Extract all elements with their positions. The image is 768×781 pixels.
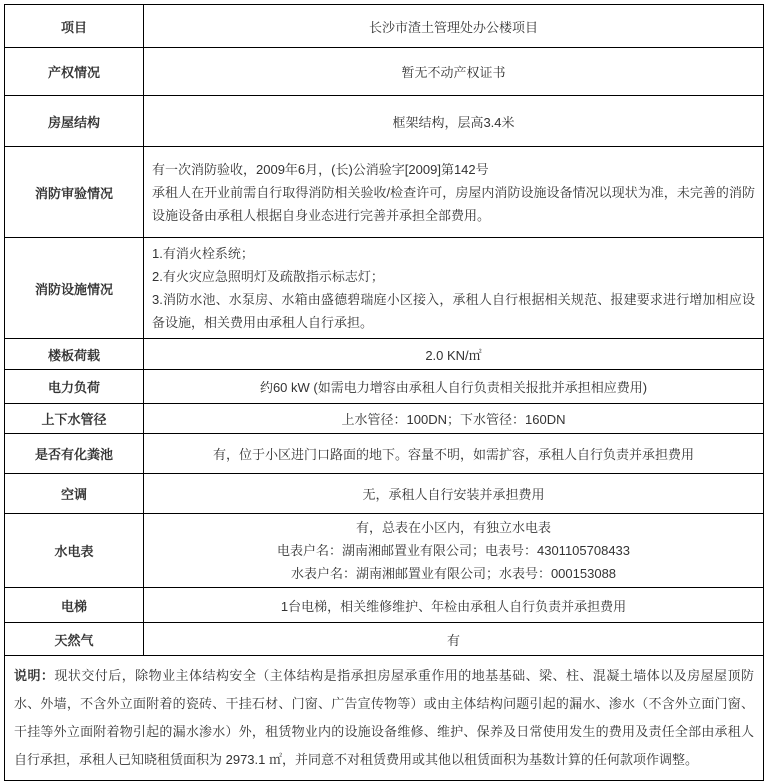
- meter-line: 电表户名：湖南湘邮置业有限公司；电表号：4301105708433: [276, 543, 631, 558]
- row-label: 房屋结构: [5, 96, 144, 147]
- fire-inspection-line: 承租人在开业前需自行取得消防相关验收/检查许可，房屋内消防设施设备情况以现状为准，未完善的消防设施设备由承租人根据自身业态进行完善并承担全部费用。: [152, 184, 755, 223]
- row-fire-facilities: [5, 238, 764, 339]
- row-value: 无，承租人自行安装并承担费用: [144, 474, 764, 514]
- row-value: 暂无不动产权证书: [144, 48, 764, 96]
- row-label: 楼板荷载: [5, 339, 144, 370]
- row-air-conditioning: [5, 474, 764, 514]
- row-label: 是否有化粪池: [5, 434, 144, 474]
- row-property-rights: [5, 48, 764, 96]
- row-value: 框架结构，层高3.4米: [144, 96, 764, 147]
- property-info-table: [4, 4, 764, 781]
- row-value: [144, 238, 764, 339]
- row-water-pipe-diameter: [5, 404, 764, 434]
- row-value: 有: [144, 623, 764, 656]
- row-value: 有，位于小区进门口路面的地下。容量不明，如需扩容，承租人自行负责并承担费用: [144, 434, 764, 474]
- row-label: 水电表: [5, 514, 144, 588]
- row-building-structure: [5, 96, 764, 147]
- note-text: 现状交付后，除物业主体结构安全（主体结构是指承担房屋承重作用的地基基础、梁、柱、混凝土墙体以及房屋屋顶防水、外墙，不含外立面附着的瓷砖、干挂石材、门窗、广告宣传物等）或由主体结构问题引起的漏水、渗水（不含外立面门窗、干挂等外立面附着物引起的漏水渗水）外，租赁物业内的设施设备维修、维护、保养及日常使用发生的费用及责任全部由承租人自行承担，承租人已知晓租赁面积为 2973.1 ㎡，并同意不对租赁费用或其他以租赁面积为基数计算的任何款项作调整。: [14, 668, 754, 767]
- fire-facilities-line: 3.消防水池、水泵房、水箱由盛德碧瑞庭小区接入，承租人自行根据相关规范、报建要求进行增加相应设备设施，相关费用由承租人自行承担。: [152, 292, 755, 330]
- row-label: 天然气: [5, 623, 144, 656]
- note-cell: [5, 656, 764, 781]
- row-value: 2.0 KN/㎡: [144, 339, 764, 370]
- row-label: 消防设施情况: [5, 238, 144, 339]
- row-power-load: [5, 370, 764, 404]
- row-value: 约60 kW (如需电力增容由承租人自行负责相关报批并承担相应费用): [144, 370, 764, 404]
- row-label: 消防审验情况: [5, 147, 144, 238]
- row-value: 长沙市渣土管理处办公楼项目: [144, 5, 764, 48]
- row-septic-tank: [5, 434, 764, 474]
- fire-inspection-line: 有一次消防验收，2009年6月，(长)公消验字[2009]第142号: [152, 161, 489, 177]
- note-label: 说明：: [14, 668, 55, 683]
- fire-facilities-line: 1.有消火栓系统；: [152, 246, 254, 261]
- row-value: 1台电梯，相关维修维护、年检由承租人自行负责并承担费用: [144, 588, 764, 623]
- row-project: [5, 5, 764, 48]
- row-natural-gas: [5, 623, 764, 656]
- fire-facilities-line: 2.有火灾应急照明灯及疏散指示标志灯；: [152, 269, 384, 284]
- row-value: [144, 147, 764, 238]
- row-note: [5, 656, 764, 781]
- row-label: 项目: [5, 5, 144, 48]
- row-label: 电梯: [5, 588, 144, 623]
- meter-line: 有，总表在小区内，有独立水电表: [355, 520, 551, 535]
- row-label: 产权情况: [5, 48, 144, 96]
- row-value: 上水管径：100DN；下水管径：160DN: [144, 404, 764, 434]
- row-label: 上下水管径: [5, 404, 144, 434]
- meter-line: 水表户名：湖南湘邮置业有限公司；水表号：000153088: [290, 566, 617, 581]
- row-label: 空调: [5, 474, 144, 514]
- row-floor-load: [5, 339, 764, 370]
- row-label: 电力负荷: [5, 370, 144, 404]
- row-water-electric-meter: [5, 514, 764, 588]
- row-value: [144, 514, 764, 588]
- row-fire-inspection: [5, 147, 764, 238]
- row-elevator: [5, 588, 764, 623]
